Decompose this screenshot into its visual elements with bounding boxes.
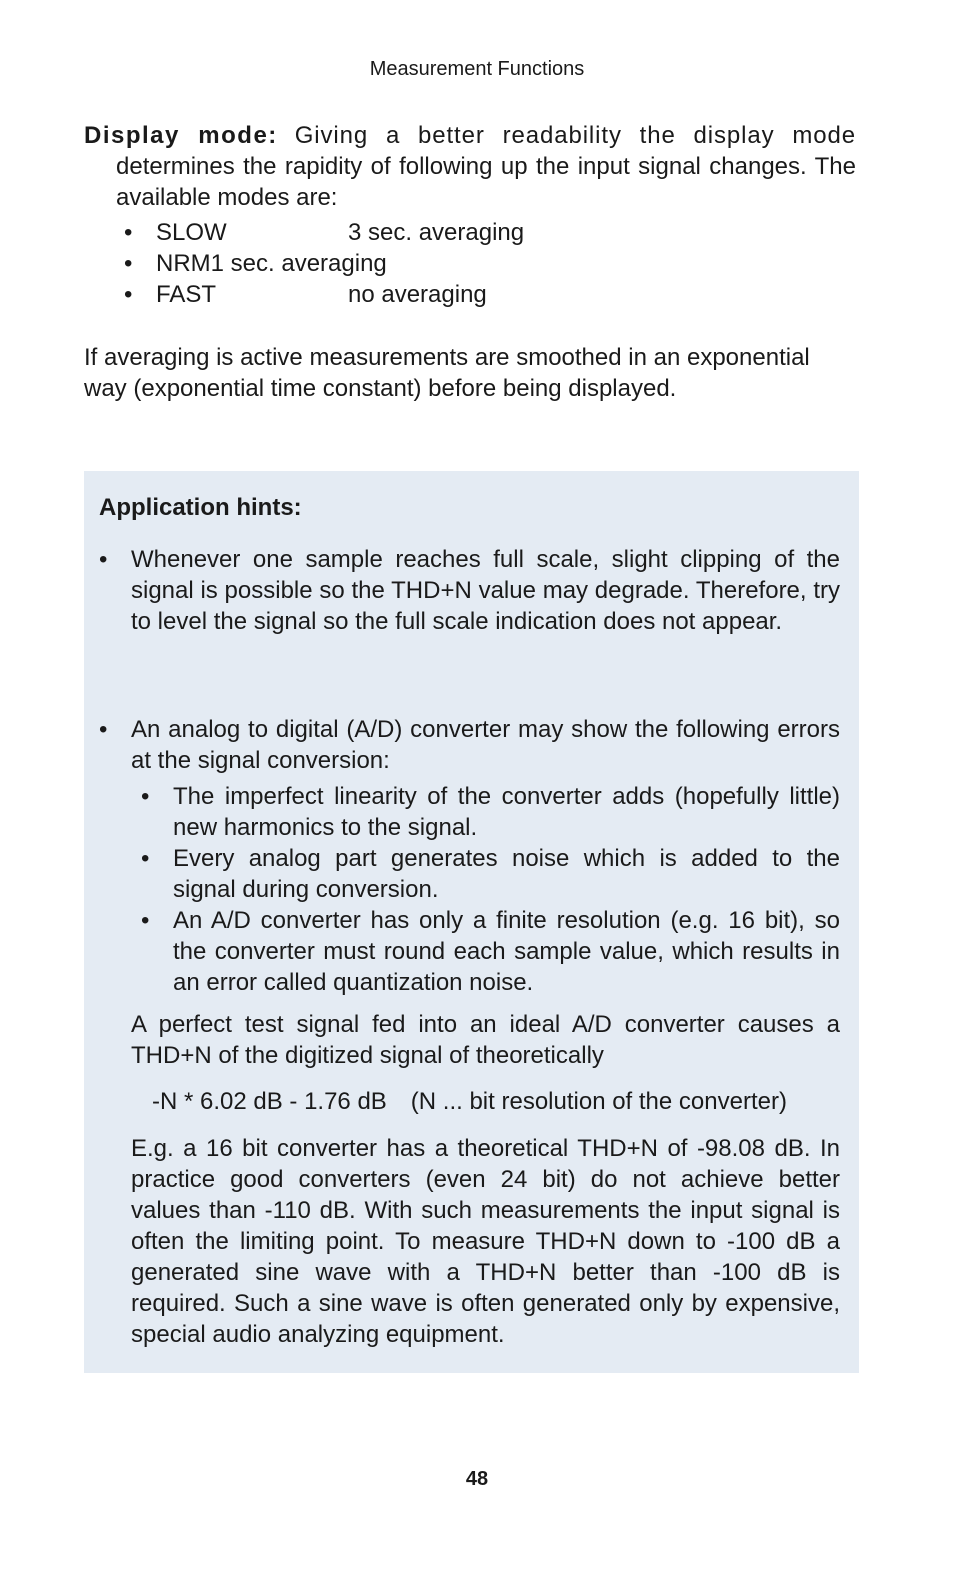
perfect-signal-paragraph: A perfect test signal fed into an ideal A/D converter causes a THD+N of the digitized signal of theoretically <box>131 1011 840 1069</box>
sub-bullet-resolution <box>141 905 840 998</box>
bullet-glyph: • <box>124 219 133 246</box>
sub-bullet-text: The imperfect linearity of the converter adds (hopefully little) new harmonics to the signal. <box>173 783 840 841</box>
sub-bullet-text: An A/D converter has only a finite resolution (e.g. 16 bit), so the converter must round each sample value, which results in an error called quantization noise. <box>173 907 840 996</box>
bullet-glyph: • <box>99 546 108 573</box>
mode-name: FAST <box>156 281 217 308</box>
display-mode-first-line-text: Giving a better readability the display mode <box>294 122 856 149</box>
averaging-paragraph: If averaging is active measurements are smoothed in an exponential way (exponential time constant) before being displayed. <box>84 344 810 402</box>
hint-bullet-ad-converter <box>99 714 840 776</box>
mode-item-fast <box>124 279 524 310</box>
mode-description: 3 sec. averaging <box>348 219 525 246</box>
mode-description: no averaging <box>348 281 487 308</box>
bullet-glyph: • <box>99 716 108 743</box>
display-mode-continuation: determines the rapidity of following up the input signal changes. The available modes are: <box>116 153 856 211</box>
display-mode-list <box>124 217 524 310</box>
hint-bullet-text: Whenever one sample reaches full scale, slight clipping of the signal is possible so the THD+N value may degrade. Therefore, try to level the signal so the full scale indication does not appear. <box>131 546 840 635</box>
page-number: 48 <box>465 1468 489 1490</box>
mode-name: SLOW <box>156 219 227 246</box>
bullet-glyph: • <box>124 281 133 308</box>
mode-name: NRM1 sec. averaging <box>156 250 387 277</box>
display-mode-section <box>84 120 856 213</box>
application-hints-title: Application hints: <box>99 494 302 521</box>
page-header: Measurement Functions <box>369 58 585 80</box>
display-mode-first-line <box>84 120 856 151</box>
mode-item-nrm <box>124 248 524 279</box>
formula-expression: -N * 6.02 dB - 1.76 dB <box>152 1088 387 1115</box>
sub-bullet-noise <box>141 843 840 905</box>
formula-note: (N ... bit resolution of the converter) <box>410 1088 787 1115</box>
bullet-glyph: • <box>124 250 133 277</box>
bullet-glyph: • <box>141 783 150 810</box>
sub-bullet-text: Every analog part generates noise which is added to the signal during conversion. <box>173 845 840 903</box>
bullet-glyph: • <box>141 907 150 934</box>
mode-item-slow <box>124 217 524 248</box>
hint-bullet-clipping <box>99 544 840 637</box>
example-paragraph: E.g. a 16 bit converter has a theoretical THD+N of -98.08 dB. In practice good converters (even 24 bit) do not achieve better values than -110 dB. With such measurements the input signal is often the limiting point. To measure THD+N down to -100 dB a generated sine wave with a THD+N better than -100 dB is required. Such a sine wave is often generated only by expensive, special audio analyzing equipment. <box>131 1135 840 1348</box>
sub-bullet-linearity <box>141 781 840 843</box>
hint-bullet-text: An analog to digital (A/D) converter may show the following errors at the signal conversion: <box>131 716 840 774</box>
thd-formula <box>152 1086 787 1117</box>
bullet-glyph: • <box>141 845 150 872</box>
display-mode-term: Display mode: <box>84 122 278 149</box>
